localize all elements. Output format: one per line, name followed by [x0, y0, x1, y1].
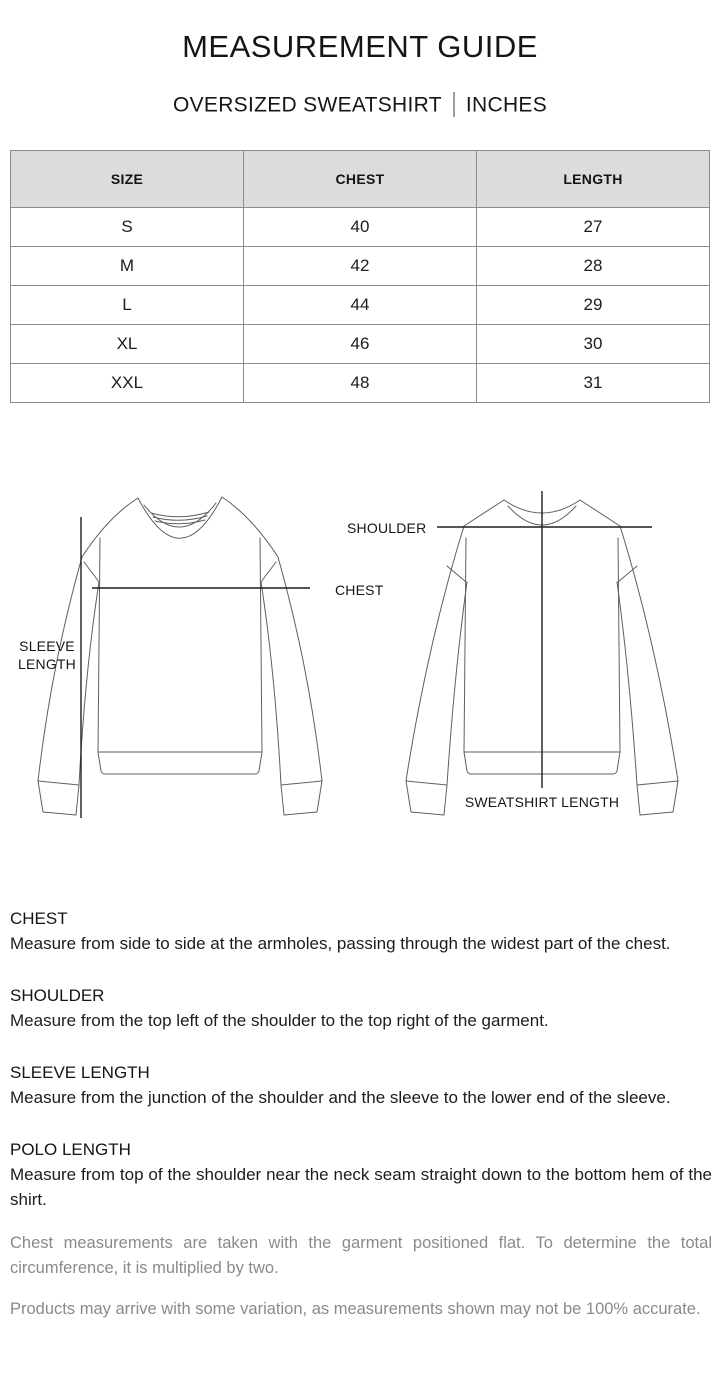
section-body: Measure from top of the shoulder near the neck seam straight down to the bottom hem of the shirt.	[10, 1165, 712, 1209]
front-hem-band	[98, 752, 262, 774]
chest-label: CHEST	[335, 582, 384, 598]
sweatshirt-length-label: SWEATSHIRT LENGTH	[464, 794, 620, 810]
size-cell: XXL	[11, 364, 244, 403]
length-cell: 31	[477, 364, 710, 403]
page-title: MEASUREMENT GUIDE	[182, 29, 538, 64]
front-right-cuff	[281, 781, 322, 815]
chest-cell: 44	[244, 286, 477, 325]
section-body: Measure from the top left of the shoulder to the top right of the garment.	[10, 1011, 549, 1030]
disclaimer-note-variation: Products may arrive with some variation, as measurements shown may not be 100% accurate.	[10, 1300, 701, 1318]
chest-cell: 40	[244, 208, 477, 247]
front-left-body-side	[98, 538, 100, 752]
chest-cell: 46	[244, 325, 477, 364]
front-right-sleeve-inner	[261, 582, 281, 785]
product-name: OVERSIZED SWEATSHIRT	[172, 93, 442, 117]
section-heading: SHOULDER	[10, 986, 105, 1005]
section-heading: CHEST	[10, 909, 68, 928]
size-cell: L	[11, 286, 244, 325]
definitions-column	[10, 906, 712, 1338]
unit-label: INCHES	[465, 93, 548, 117]
front-left-cuff	[38, 781, 79, 815]
back-right-body-side	[618, 538, 620, 752]
column-header-chest: CHEST	[244, 151, 477, 208]
definition-section-shoulder	[10, 983, 712, 1033]
size-cell: S	[11, 208, 244, 247]
front-right-shoulder	[222, 497, 278, 557]
back-left-body-side	[464, 538, 466, 752]
table-row	[11, 325, 710, 364]
back-right-shoulder	[580, 500, 620, 526]
chest-cell: 42	[244, 247, 477, 286]
front-left-shoulder	[82, 498, 138, 557]
sleeve-length-label: SLEEVE LENGTH	[18, 638, 76, 672]
front-right-sleeve-outer	[278, 557, 322, 781]
subtitle-separator	[453, 92, 455, 117]
measurement-diagram	[0, 455, 720, 845]
table-row	[11, 208, 710, 247]
definition-section-sleeve-length	[10, 1060, 712, 1110]
front-collar-outer	[138, 497, 222, 538]
length-cell: 30	[477, 325, 710, 364]
section-heading: POLO LENGTH	[10, 1140, 131, 1159]
table-row	[11, 286, 710, 325]
shoulder-label: SHOULDER	[347, 520, 427, 536]
back-left-shoulder	[464, 500, 504, 526]
front-collar-rib	[151, 512, 209, 517]
front-right-armhole-seam	[261, 562, 276, 582]
chest-cell: 48	[244, 364, 477, 403]
size-table-header	[11, 151, 710, 208]
section-body: Measure from side to side at the armholes, passing through the widest part of the chest.	[10, 934, 671, 953]
size-cell: XL	[11, 325, 244, 364]
size-cell: M	[11, 247, 244, 286]
back-right-sleeve-outer	[620, 526, 678, 781]
length-cell: 29	[477, 286, 710, 325]
length-cell: 27	[477, 208, 710, 247]
front-left-armhole-seam	[84, 562, 99, 582]
front-right-body-side	[260, 538, 262, 752]
front-left-sleeve-inner	[79, 582, 99, 785]
sweatshirt-diagram-svg	[0, 455, 720, 845]
section-heading: SLEEVE LENGTH	[10, 1063, 150, 1082]
table-row	[11, 364, 710, 403]
column-header-length: LENGTH	[477, 151, 710, 208]
column-header-size: SIZE	[11, 151, 244, 208]
subtitle	[0, 92, 720, 120]
disclaimer-note-flat-measurement: Chest measurements are taken with the garment positioned flat. To determine the total circumference, it is multiplied by two.	[10, 1234, 712, 1277]
back-left-sleeve-outer	[406, 526, 464, 781]
size-table	[10, 150, 710, 403]
table-row	[11, 247, 710, 286]
length-cell: 28	[477, 247, 710, 286]
definition-section-polo-length	[10, 1137, 712, 1212]
definition-section-chest	[10, 906, 712, 956]
section-body: Measure from the junction of the shoulder and the sleeve to the lower end of the sleeve.	[10, 1088, 671, 1107]
